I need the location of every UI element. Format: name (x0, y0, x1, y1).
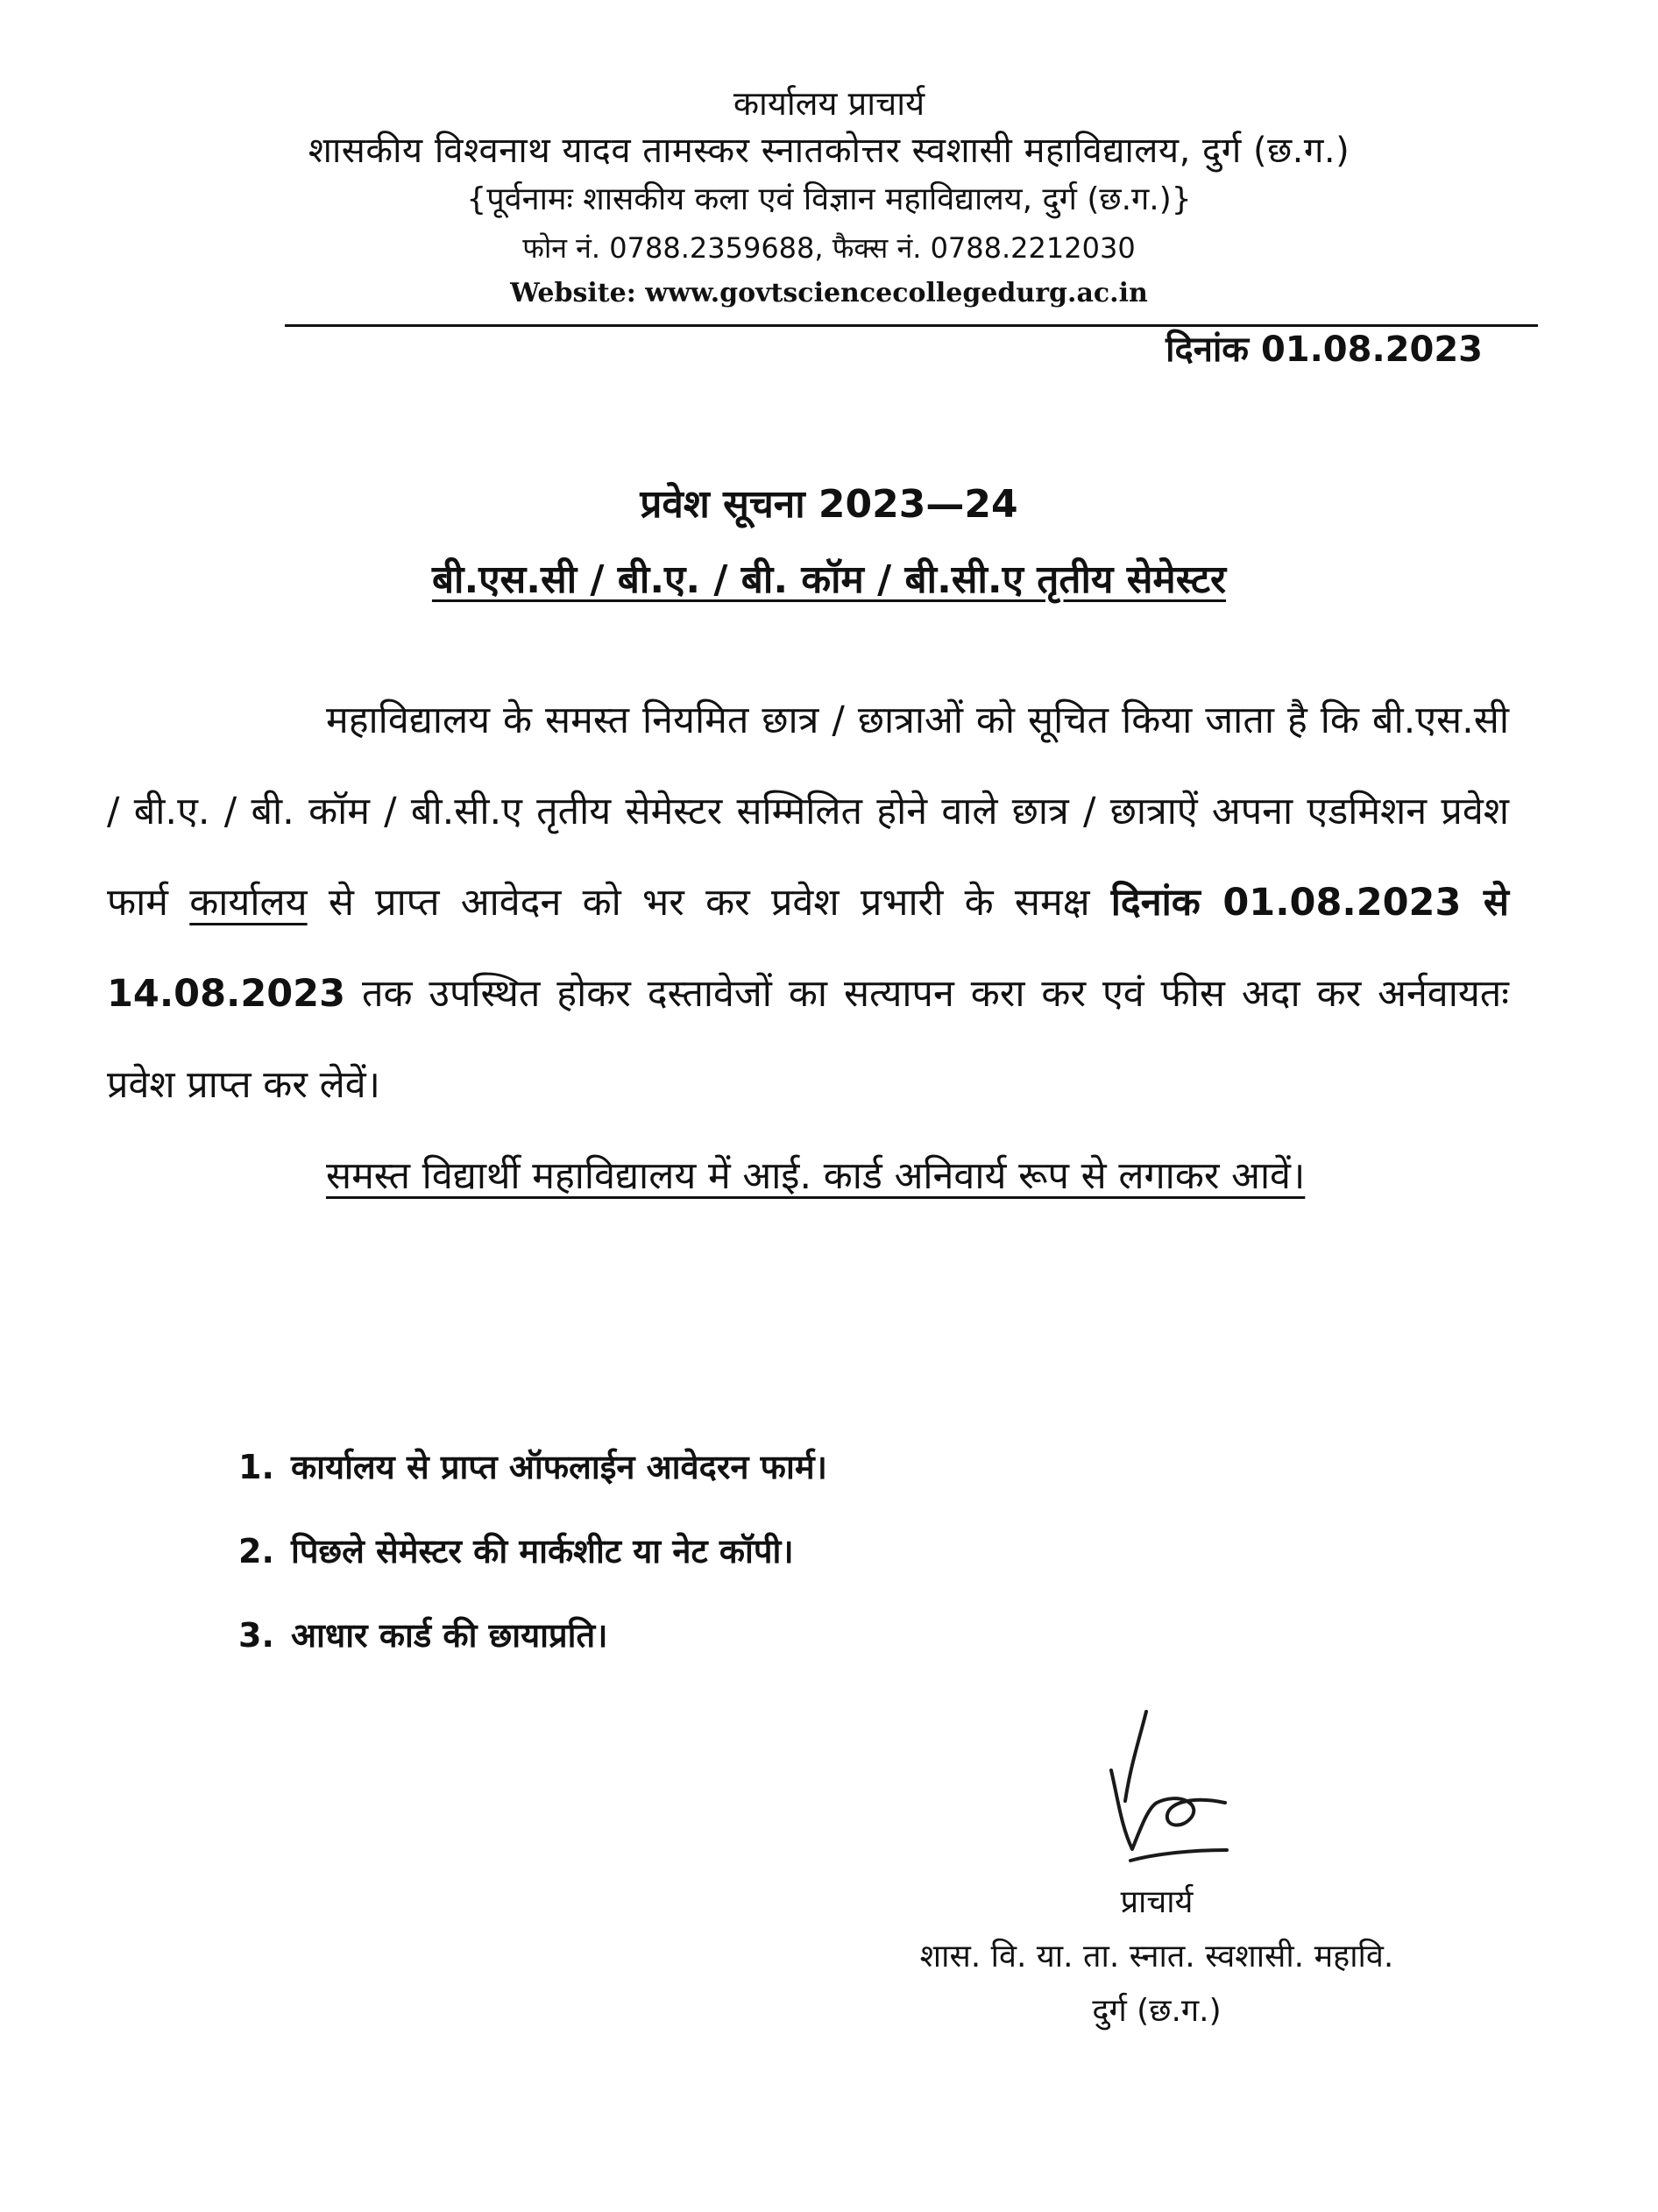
list-text: कार्यालय से प्राप्त ऑफलाईन आवेदरन फार्म। (291, 1448, 827, 1486)
list-item (238, 1593, 827, 1677)
signatory-block (806, 1875, 1507, 2038)
list-item (238, 1425, 827, 1509)
list-item (238, 1509, 827, 1593)
phone-fax: फोन नं. 0788.2359688, फैक्स नं. 0788.2212030 (522, 231, 1136, 265)
college-name: शासकीय विश्वनाथ यादव तामस्कर स्नातकोत्तर स्वशासी महाविद्यालय, दुर्ग (छ.ग.) (308, 131, 1350, 171)
requirements-list (238, 1425, 827, 1677)
body-text-a: महाविद्यालय के समस्त नियमित छात्र / छात्राओं को सूचित किया जाता है कि बी.एस.सी / बी.ए. / बी. कॉम / बी.सी.ए तृतीय सेमेस्टर सम्मिलित होने वाले छात्र / छात्राऐं अपना एडमिशन प्रवेश फार्म (107, 698, 1509, 925)
list-text: आधार कार्ड की छायाप्रति। (291, 1616, 608, 1655)
signature-mark (1069, 1705, 1244, 1880)
list-number: 2. (238, 1532, 274, 1570)
list-text: पिछले सेमेस्टर की मार्कशीट या नेट कॉपी। (291, 1532, 794, 1570)
signatory-designation: प्राचार्य (1120, 1884, 1194, 1920)
body-text-c: तक उपस्थित होकर दस्तावेजों का सत्यापन करा कर एवं फीस अदा कर अर्नवायतः प्रवेश प्राप्त कर लेवें। (107, 972, 1509, 1107)
former-name: {पूर्वनामः शासकीय कला एवं विज्ञान महाविद्यालय, दुर्ग (छ.ग.)} (466, 181, 1192, 217)
body-text-b: से प्राप्त आवेदन को भर कर प्रवेश प्रभारी के समक्ष (307, 881, 1111, 925)
id-card-notice: समस्त विद्यार्थी महाविद्यालय में आई. कार्ड अनिवार्य रूप से लगाकर आवें। (326, 1154, 1306, 1198)
office-heading: कार्यालय प्राचार्य (733, 84, 925, 123)
body-paragraph-1 (107, 675, 1509, 1131)
office-word: कार्यालय (189, 881, 308, 925)
signatory-place: दुर्ग (छ.ग.) (1092, 1993, 1222, 2029)
notice-subtitle-text: बी.एस.सी / बी.ए. / बी. कॉम / बी.सी.ए तृतीय सेमेस्टर (431, 557, 1227, 602)
notice-body (107, 675, 1509, 1222)
notice-title: प्रवेश सूचना 2023—24 (640, 482, 1018, 527)
website: Website: www.govtsciencecollegedurg.ac.in (510, 278, 1148, 308)
issue-date: दिनांक 01.08.2023 (1166, 330, 1483, 370)
list-number: 1. (238, 1448, 274, 1486)
letterhead (0, 81, 1658, 315)
notice-subtitle (0, 552, 1658, 608)
body-paragraph-2 (107, 1131, 1509, 1222)
list-number: 3. (238, 1616, 274, 1655)
admission-dates: दिनांक 01.08.2023 से 14.08.2023 (107, 881, 1509, 1016)
signatory-institution: शास. वि. या. ता. स्नात. स्वशासी. महावि. (919, 1939, 1394, 1974)
